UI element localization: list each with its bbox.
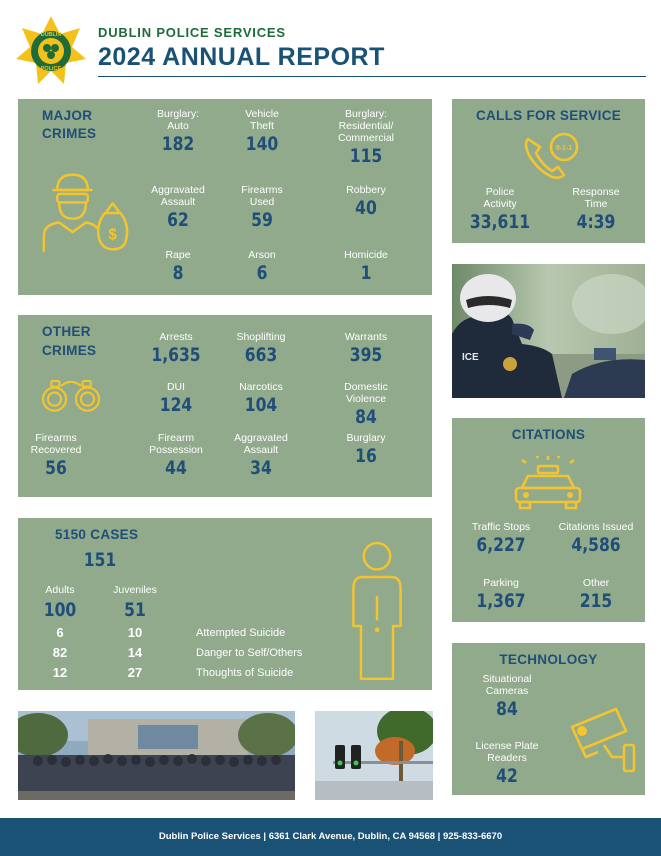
tech-0-label: Situational Cameras (482, 673, 532, 697)
calls-for-service-heading: CALLS FOR SERVICE (475, 108, 622, 123)
major-crime-4-label: Firearms Used (241, 184, 283, 208)
other-crime-0-value: 1,635 (151, 344, 201, 366)
cases-row-label: Attempted Suicide (196, 627, 286, 639)
major-crimes-heading-1: MAJOR (42, 108, 93, 123)
cases-row-juveniles: 14 (127, 645, 143, 660)
citation-3-label: Other (582, 577, 610, 589)
citation-0-label: Traffic Stops (471, 521, 531, 533)
other-crime-2-value: 395 (349, 344, 383, 366)
other-crimes-heading-1: OTHER (42, 324, 91, 339)
other-crime-9-label: Burglary (346, 432, 386, 444)
burglar-icon (36, 169, 132, 255)
other-crime-3-label: DUI (166, 381, 186, 393)
staff-group-photo (18, 711, 295, 800)
major-crime-4-value: 59 (251, 209, 273, 231)
tech-1-value: 42 (496, 765, 518, 787)
badge-text-bottom: POLICE (40, 66, 62, 72)
major-crime-7-label: Arson (248, 249, 276, 261)
citations-panel (452, 418, 645, 622)
cases-5150-total: 151 (83, 549, 117, 571)
handcuffs-icon (38, 373, 104, 417)
citation-2-label: Parking (483, 577, 519, 589)
calls-1-label: Response Time (572, 186, 620, 210)
other-crime-7-value: 44 (165, 457, 187, 479)
police-car-icon (510, 456, 586, 512)
other-crimes-heading-2: CRIMES (42, 343, 97, 358)
major-crimes-panel (18, 99, 432, 295)
other-crime-9-value: 16 (355, 445, 377, 467)
police-badge-logo (14, 14, 88, 88)
calls-for-service-panel (452, 99, 645, 243)
citation-3-value: 215 (579, 590, 613, 612)
other-crime-2-label: Warrants (344, 331, 388, 343)
cases-row-juveniles: 10 (127, 625, 143, 640)
major-crime-8-value: 1 (360, 262, 372, 284)
major-crime-5-value: 40 (355, 197, 377, 219)
juveniles-label: Juveniles (113, 584, 157, 596)
juveniles-value: 51 (124, 599, 146, 621)
major-crime-6-value: 8 (172, 262, 184, 284)
adults-label: Adults (45, 584, 75, 596)
major-crime-6-label: Rape (165, 249, 191, 261)
other-crime-7-label: Firearm Possession (149, 432, 203, 456)
technology-heading: TECHNOLOGY (499, 652, 598, 667)
other-crime-1-label: Shoplifting (236, 331, 286, 343)
technology-panel (452, 643, 645, 795)
cases-row-adults: 82 (52, 645, 68, 660)
other-crime-4-value: 104 (244, 394, 278, 416)
other-crime-8-label: Aggravated Assault (234, 432, 288, 456)
cases-row-juveniles: 27 (127, 665, 143, 680)
major-crime-0-label: Burglary: Auto (156, 108, 199, 132)
phone-911-icon (522, 131, 582, 181)
cases-row-adults: 6 (56, 625, 64, 640)
badge-text-top: DUBLIN (40, 32, 62, 38)
citations-heading: CITATIONS (511, 427, 586, 442)
calls-0-value: 33,611 (469, 211, 531, 233)
cases-row-adults: 12 (52, 665, 68, 680)
other-crime-1-value: 663 (244, 344, 278, 366)
officer-motorcycle-photo (452, 264, 645, 398)
major-crime-1-label: Vehicle Theft (245, 108, 279, 132)
major-crime-8-label: Homicide (344, 249, 388, 261)
calls-1-value: 4:39 (576, 211, 616, 233)
other-crime-4-label: Narcotics (239, 381, 283, 393)
phone-911-text: 9-1-1 (555, 145, 573, 152)
cases-row-label: Thoughts of Suicide (196, 667, 294, 679)
other-crimes-panel (18, 315, 432, 497)
header-divider (98, 76, 646, 77)
calls-0-label: Police Activity (483, 186, 517, 210)
citation-2-value: 1,367 (476, 590, 526, 612)
report-title: 2024 ANNUAL REPORT (98, 43, 385, 71)
tech-1-label: License Plate Readers (475, 740, 539, 764)
tech-0-value: 84 (496, 698, 518, 720)
major-crimes-heading-2: CRIMES (42, 126, 97, 141)
traffic-signal-photo (315, 711, 433, 800)
adults-value: 100 (43, 599, 77, 621)
footer-contact: Dublin Police Services | 6361 Clark Avenue, Dublin, CA 94568 | 925-833-6670 (0, 818, 661, 856)
major-crime-1-value: 140 (245, 133, 279, 155)
svg-text:ICE: ICE (462, 352, 479, 363)
cases-5150-heading: 5150 CASES (55, 527, 139, 542)
citation-1-label: Citations Issued (558, 521, 634, 533)
citation-1-value: 4,586 (571, 534, 621, 556)
major-crime-3-value: 62 (167, 209, 189, 231)
major-crime-7-value: 6 (256, 262, 268, 284)
other-crime-5-label: Domestic Violence (344, 381, 388, 405)
major-crime-2-label: Burglary: Residential/ Commercial (337, 108, 394, 144)
svg-text:$: $ (108, 226, 117, 244)
major-crime-0-value: 182 (161, 133, 195, 155)
other-crime-8-value: 34 (250, 457, 272, 479)
cases-row-label: Danger to Self/Others (196, 647, 303, 659)
major-crime-3-label: Aggravated Assault (151, 184, 205, 208)
citation-0-value: 6,227 (476, 534, 526, 556)
other-crime-0-label: Arrests (159, 331, 193, 343)
other-crime-6-value: 56 (45, 457, 67, 479)
org-name: DUBLIN POLICE SERVICES (98, 25, 286, 40)
major-crime-5-label: Robbery (346, 184, 386, 196)
other-crime-6-label: Firearms Recovered (30, 432, 82, 456)
security-camera-icon (568, 705, 640, 775)
cases-5150-panel (18, 518, 432, 690)
other-crime-5-value: 84 (355, 406, 377, 428)
other-crime-3-value: 124 (159, 394, 193, 416)
person-alert-icon (344, 538, 410, 682)
major-crime-2-value: 115 (349, 145, 383, 167)
